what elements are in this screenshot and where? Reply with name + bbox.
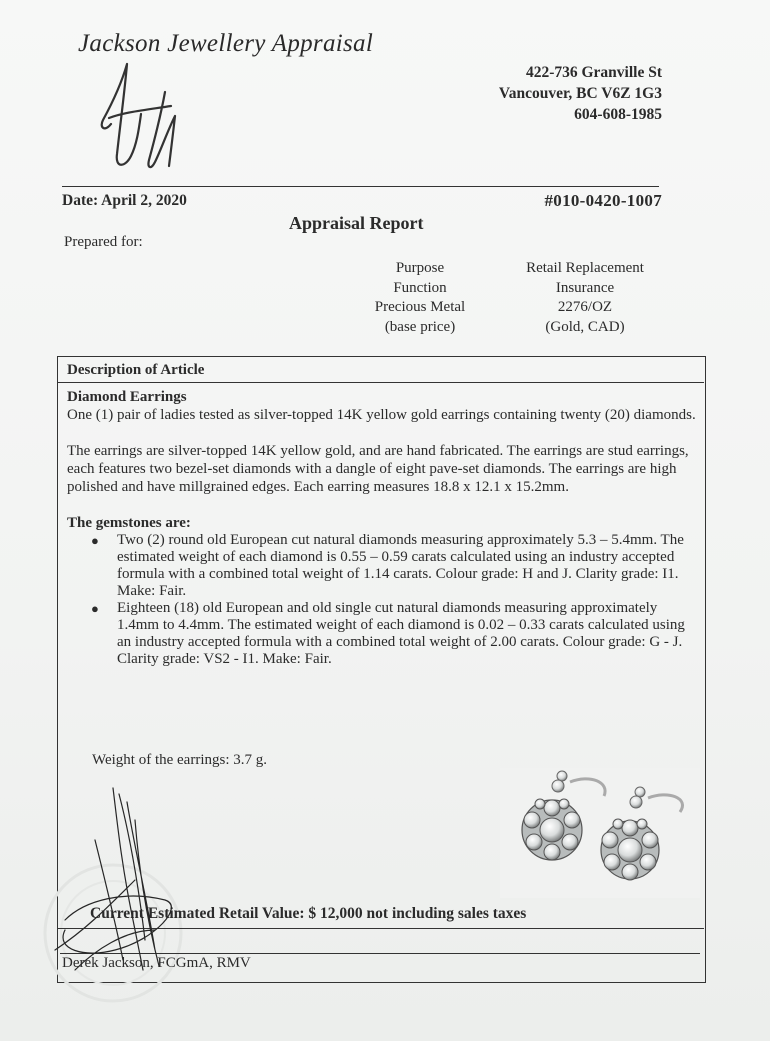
list-item: ● Eighteen (18) old European and old single cut natural diamonds measuring approximately 1.4mm to 4.4mm. The estimated weight of each diamond is 0.02 – 0.33 carats calculated using an industry accepted formula with a combined total weight of 2.00 carats. Colour grade: G - J. Clarity grade: VS2 - I1. Make: Fair.: [91, 600, 685, 667]
gemstone-text: Eighteen (18) old European and old single cut natural diamonds measuring approximately 1.4mm to 4.4mm. The estimated weight of each diamond is 0.02 – 0.33 carats calculated using an industry accepted formula with a combined total weight of 2.00 carats. Colour grade: G - J. Clarity grade: VS2 - I1. Make: Fair.: [117, 600, 685, 667]
meta-label: Function: [393, 279, 447, 296]
item-summary: One (1) pair of ladies tested as silver-topped 14K yellow gold earrings containing twenty (20) diamonds.: [67, 407, 696, 423]
meta-value: Insurance: [555, 279, 615, 296]
item-title: Diamond Earrings: [67, 389, 187, 405]
address-line: 422-736 Granville St: [525, 64, 662, 81]
signature-icon: [35, 780, 215, 980]
description-content: [67, 388, 699, 668]
meta-label: (base price): [384, 318, 456, 335]
meta-value: Retail Replacement: [526, 260, 644, 276]
report-date: Date: April 2, 2020: [62, 192, 187, 209]
company-address: [499, 62, 662, 125]
meta-value: 2276/OZ: [557, 299, 613, 315]
meta-label: Precious Metal: [374, 299, 466, 315]
company-logo-text: Jackson Jewellery Appraisal: [78, 30, 374, 57]
list-item: ● Two (2) round old European cut natural diamonds measuring approximately 5.3 – 5.4mm. The estimated weight of each diamond is 0.55 – 0.59 carats calculated using an industry accepted formula with a combined total weight of 1.14 carats. Colour grade: H and J. Clarity grade: I1. Make: Fair.: [91, 532, 684, 599]
report-title: Appraisal Report: [289, 213, 424, 233]
item-details: The earrings are silver-topped 14K yellow gold, and are hand fabricated. The earrings are stud earrings, each features two bezel-set diamonds with a dangle of eight pave-set diamonds. The earrings are high polished and have millgrained edges. Each earring measures 18.8 x 12.1 x 15.2mm.: [67, 443, 689, 495]
appraiser-name: Derek Jackson, FCGmA, RMV: [62, 955, 251, 971]
meta-label: Purpose: [395, 260, 445, 276]
earrings-photo: [500, 768, 700, 898]
header-divider: [62, 186, 659, 187]
retail-value: Current Estimated Retail Value: $ 12,000 not including sales taxes: [90, 905, 527, 922]
gemstone-list: [67, 532, 699, 668]
earring-weight: Weight of the earrings: 3.7 g.: [92, 752, 267, 768]
meta-value: (Gold, CAD): [545, 318, 625, 335]
prepared-for-label: Prepared for:: [64, 234, 143, 250]
meta-values: [504, 259, 666, 337]
description-heading: Description of Article: [67, 362, 205, 378]
address-line: Vancouver, BC V6Z 1G3: [498, 85, 662, 102]
description-header: [57, 356, 704, 383]
address-line: 604-608-1985: [574, 106, 662, 123]
monogram-logo-icon: [95, 58, 205, 178]
gemstone-text: Two (2) round old European cut natural diamonds measuring approximately 5.3 – 5.4mm. The estimated weight of each diamond is 0.55 – 0.59 carats calculated using an industry accepted formula with a combined total weight of 1.14 carats. Colour grade: H and J. Clarity grade: I1. Make: Fair.: [117, 532, 684, 599]
gemstones-heading: The gemstones are:: [67, 515, 191, 531]
report-number: #010-0420-1007: [544, 191, 662, 210]
meta-labels: [345, 259, 495, 337]
